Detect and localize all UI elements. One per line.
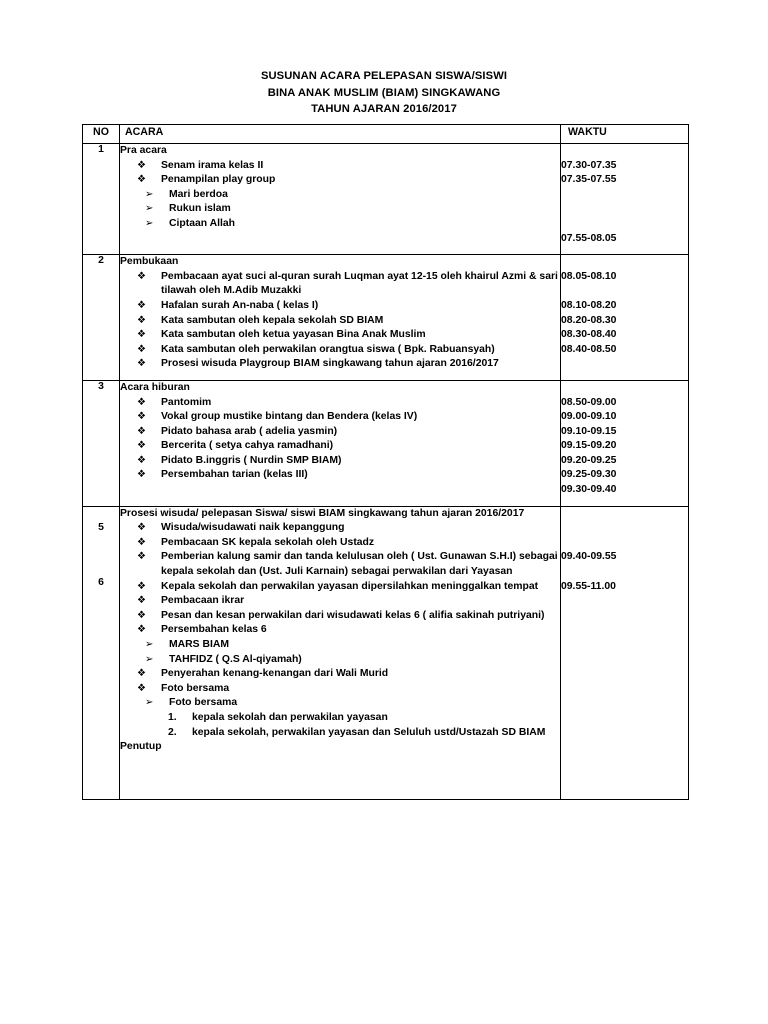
list-item	[137, 396, 560, 411]
list-item	[137, 454, 560, 469]
bullet-list-level2	[145, 638, 560, 667]
bullet-list-level1	[137, 270, 560, 372]
list-item	[145, 638, 560, 653]
list-item-text: Kata sambutan oleh kepala sekolah SD BIAM	[161, 314, 384, 326]
list-item	[168, 711, 560, 726]
list-item-text: Pidato bahasa arab ( adelia yasmin)	[161, 425, 338, 437]
table-row	[83, 144, 689, 255]
list-item-text: Vokal group mustike bintang dan Bendera (kelas IV)	[161, 411, 418, 423]
spacer	[83, 533, 119, 577]
arrow-bullet-icon: ➢	[145, 188, 154, 200]
diamond-bullet-icon: ❖	[137, 624, 146, 636]
spacer	[561, 255, 688, 270]
list-item	[137, 173, 560, 188]
list-item-text: Penyerahan kenang-kenangan dari Wali Murid	[161, 668, 389, 680]
spacer	[120, 246, 560, 254]
arrow-bullet-icon: ➢	[145, 639, 154, 650]
table-row	[83, 255, 689, 381]
diamond-bullet-icon: ❖	[137, 270, 146, 282]
list-item	[168, 726, 560, 741]
spacer	[120, 755, 560, 799]
row-waktu	[561, 380, 689, 506]
header-waktu: WAKTU	[561, 125, 689, 144]
list-item-text: Mari berdoa	[169, 188, 228, 200]
row-number: 3	[83, 380, 120, 506]
arrow-bullet-icon: ➢	[145, 203, 154, 215]
list-item-text: Penampilan play group	[161, 174, 276, 186]
time-value: 07.55-08.05	[561, 232, 617, 244]
section-heading: Prosesi wisuda/ pelepasan Siswa/ siswi BIAM singkawang tahun ajaran 2016/2017	[120, 507, 525, 519]
closing-label: Penutup	[120, 741, 162, 753]
diamond-bullet-icon: ❖	[137, 609, 146, 621]
list-item-text: Foto bersama	[169, 697, 238, 709]
time-value: 07.35-07.55	[561, 174, 617, 186]
list-item	[137, 357, 560, 372]
spacer	[561, 284, 688, 299]
list-item-text: Wisuda/wisudawati naik kepanggung	[161, 522, 345, 534]
list-item	[137, 667, 560, 682]
time-value: 08.10-08.20	[561, 299, 617, 311]
time-value: 08.30-08.40	[561, 329, 617, 341]
list-item	[145, 202, 560, 217]
diamond-bullet-icon: ❖	[137, 682, 146, 694]
diamond-bullet-icon: ❖	[137, 329, 146, 341]
list-item	[137, 468, 560, 483]
time-value: 07.30-07.35	[561, 159, 617, 171]
time-value: 09.25-09.30	[561, 469, 617, 481]
list-item	[137, 623, 560, 638]
list-item-text: Senam irama kelas II	[161, 159, 264, 171]
list-number: 1.	[168, 711, 177, 723]
diamond-bullet-icon: ❖	[137, 522, 146, 534]
bullet-list-level1	[137, 159, 560, 188]
bullet-list-level1	[137, 396, 560, 484]
list-item-text: Kata sambutan oleh ketua yayasan Bina Anak Muslim	[161, 329, 426, 341]
list-item	[137, 410, 560, 425]
list-item	[137, 682, 560, 697]
list-item	[137, 343, 560, 358]
time-value: 09.00-09.10	[561, 411, 617, 423]
spacer	[561, 144, 688, 159]
list-item-text: Pembacaan SK kepala sekolah oleh Ustadz	[161, 536, 375, 548]
list-item	[137, 609, 560, 624]
diamond-bullet-icon: ❖	[137, 668, 146, 680]
diamond-bullet-icon: ❖	[137, 440, 146, 452]
list-item-text: Pembacaan ayat suci al-quran surah Luqman ayat 12-15 oleh khairul Azmi & sari tilawah oleh M.Adib Muzakki	[161, 270, 558, 297]
bullet-list-level1	[137, 521, 560, 638]
row-number-5: 5	[98, 521, 104, 533]
list-item	[137, 328, 560, 343]
list-item	[137, 594, 560, 609]
spacer	[120, 483, 560, 498]
row-waktu	[561, 506, 689, 799]
spacer	[120, 232, 560, 247]
row-waktu	[561, 255, 689, 381]
list-item-text: kepala sekolah dan perwakilan yayasan	[192, 711, 388, 723]
list-item-text: Persembahan tarian (kelas III)	[161, 469, 308, 481]
section-heading: Pembukaan	[120, 256, 179, 268]
section-heading: Pra acara	[120, 145, 167, 156]
list-item-text: Kepala sekolah dan perwakilan yayasan dipersilahkan meninggalkan tempat	[161, 580, 539, 592]
list-item-text: Foto bersama	[161, 682, 230, 694]
list-item	[137, 580, 560, 595]
diamond-bullet-icon: ❖	[137, 159, 146, 171]
header-acara: ACARA	[120, 125, 561, 144]
list-item-text: Persembahan kelas 6	[161, 624, 267, 636]
time-value: 08.20-08.30	[561, 314, 617, 326]
arrow-bullet-icon: ➢	[145, 653, 154, 665]
list-item	[145, 188, 560, 203]
spacer	[120, 498, 560, 506]
diamond-bullet-icon: ❖	[137, 595, 146, 607]
bullet-list-level1	[137, 667, 560, 696]
row-number: 1	[83, 144, 120, 255]
agenda-table	[82, 124, 689, 800]
list-item	[137, 314, 560, 329]
diamond-bullet-icon: ❖	[137, 536, 146, 548]
bullet-list-level2	[145, 696, 560, 711]
row-acara	[120, 506, 561, 799]
time-value: 09.15-09.20	[561, 440, 617, 452]
section-heading: Acara hiburan	[120, 381, 190, 393]
arrow-bullet-icon: ➢	[145, 217, 154, 229]
time-value: 09.30-09.40	[561, 484, 617, 496]
list-number: 2.	[168, 726, 177, 738]
time-value: 08.40-08.50	[561, 343, 617, 355]
table-header-row	[83, 125, 689, 144]
list-item-text: Pemberian kalung samir dan tanda kelulusan oleh ( Ust. Gunawan S.H.I) sebagai kepala sekolah dan (Ust. Juli Karnain) sebagai perwakilan dari Yayasan	[161, 551, 558, 578]
diamond-bullet-icon: ❖	[137, 425, 146, 437]
spacer	[561, 565, 688, 580]
list-item	[145, 653, 560, 668]
diamond-bullet-icon: ❖	[137, 314, 146, 326]
time-value: 09.10-09.15	[561, 425, 617, 437]
row-acara	[120, 255, 561, 381]
time-value: 09.40-09.55	[561, 551, 617, 563]
diamond-bullet-icon: ❖	[137, 174, 146, 186]
list-item-text: kepala sekolah, perwakilan yayasan dan Seluluh ustd/Ustazah SD BIAM	[192, 726, 546, 738]
diamond-bullet-icon: ❖	[137, 396, 146, 408]
list-item	[145, 217, 560, 232]
list-item	[137, 425, 560, 440]
title-line-3: TAHUN AJARAN 2016/2017	[311, 103, 457, 115]
list-item	[137, 550, 560, 579]
row-acara	[120, 380, 561, 506]
list-item-text: Ciptaan Allah	[169, 217, 236, 229]
spacer	[120, 372, 560, 380]
list-item-text: Rukun islam	[169, 203, 231, 215]
table-row	[83, 506, 689, 799]
spacer	[561, 381, 688, 396]
time-value: 08.05-08.10	[561, 270, 617, 282]
list-item	[145, 696, 560, 711]
diamond-bullet-icon: ❖	[137, 454, 146, 466]
list-item-text: Pantomim	[161, 396, 212, 408]
spacer	[561, 188, 688, 232]
diamond-bullet-icon: ❖	[137, 411, 146, 423]
row-acara	[120, 144, 561, 255]
list-item-text: Prosesi wisuda Playgroup BIAM singkawang tahun ajaran 2016/2017	[161, 358, 499, 370]
list-item-text: Pesan dan kesan perwakilan dari wisudawati kelas 6 ( alifia sakinah putriyani)	[161, 609, 545, 621]
diamond-bullet-icon: ❖	[137, 580, 146, 592]
spacer	[561, 507, 688, 551]
header-no: NO	[83, 125, 120, 144]
list-item	[137, 439, 560, 454]
list-item-text: Pidato B.inggris ( Nurdin SMP BIAM)	[161, 454, 342, 466]
bullet-list-level2	[145, 188, 560, 232]
title-line-1: SUSUNAN ACARA PELEPASAN SISWA/SISWI	[260, 70, 508, 82]
diamond-bullet-icon: ❖	[137, 343, 146, 355]
list-item-text: MARS BIAM	[169, 639, 230, 650]
list-item	[137, 536, 560, 551]
time-value: 09.55-11.00	[561, 580, 616, 592]
spacer	[83, 507, 119, 522]
diamond-bullet-icon: ❖	[137, 551, 146, 563]
diamond-bullet-icon: ❖	[137, 299, 146, 311]
list-item	[137, 299, 560, 314]
row-number: 2	[83, 255, 120, 381]
list-item	[137, 270, 560, 299]
numbered-list-level3	[168, 711, 560, 740]
list-item-text: Bercerita ( setya cahya ramadhani)	[161, 440, 334, 452]
arrow-bullet-icon: ➢	[145, 697, 154, 709]
row-number-6: 6	[98, 576, 104, 588]
diamond-bullet-icon: ❖	[137, 469, 146, 481]
row-number-group	[83, 506, 120, 799]
list-item-text: Hafalan surah An-naba ( kelas I)	[161, 299, 319, 311]
diamond-bullet-icon: ❖	[137, 358, 146, 370]
time-value: 09.20-09.25	[561, 454, 617, 466]
list-item-text: Kata sambutan oleh perwakilan orangtua siswa ( Bpk. Rabuansyah)	[161, 343, 495, 355]
list-item-text: TAHFIDZ ( Q.S Al-qiyamah)	[169, 653, 302, 665]
list-item	[137, 521, 560, 536]
list-item-text: Pembacaan ikrar	[161, 595, 245, 607]
time-value: 08.50-09.00	[561, 396, 617, 408]
document-title	[0, 0, 768, 118]
list-item	[137, 159, 560, 174]
row-waktu	[561, 144, 689, 255]
table-row	[83, 380, 689, 506]
title-line-2: BINA ANAK MUSLIM (BIAM) SINGKAWANG	[267, 86, 501, 99]
